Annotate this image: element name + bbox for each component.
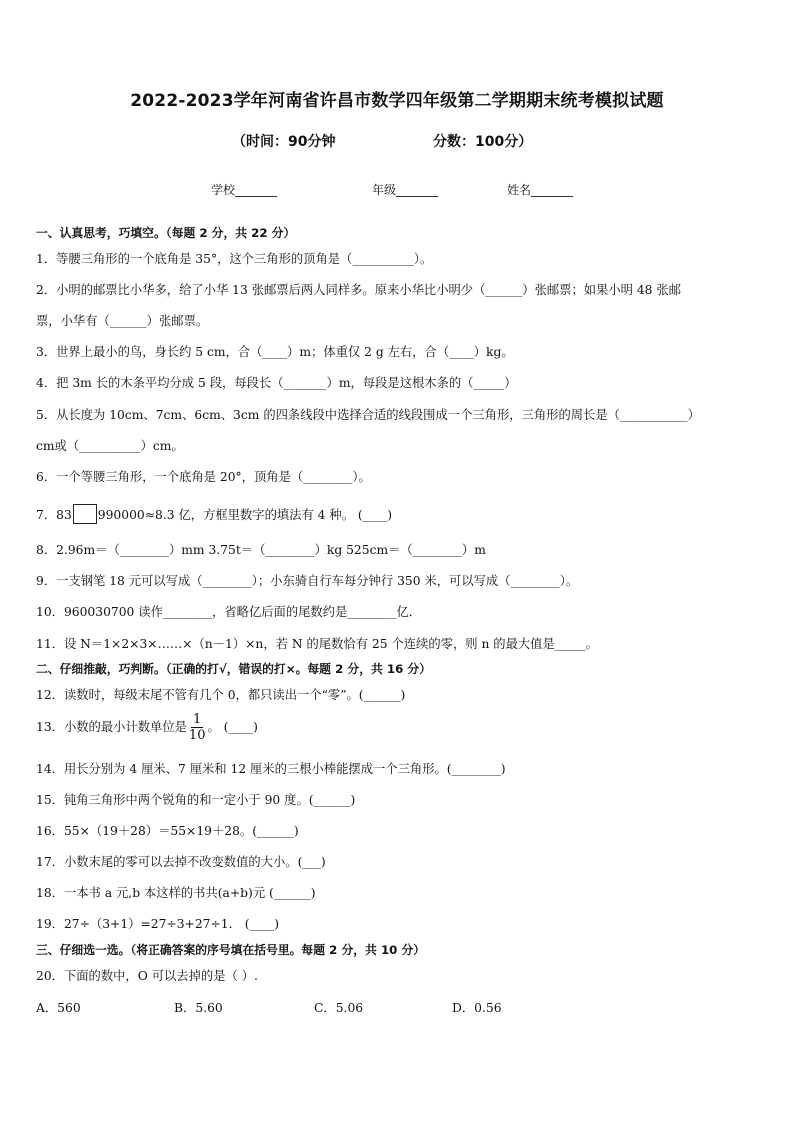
question-7-suffix: 990000≈8.3 亿，方框里数字的填法有 4 种。 (____) — [97, 508, 393, 522]
question-7 — [36, 504, 392, 524]
question-16: 16．55×（19＋28）＝55×19＋28。(______) — [36, 824, 299, 838]
exam-score: 分数：100分） — [432, 134, 533, 150]
fraction — [189, 712, 206, 743]
option-c: C．5.06 — [314, 1001, 364, 1015]
exam-time: （时间：90分钟 — [232, 134, 336, 150]
question-4: 4．把 3m 长的木条平均分成 5 段，每段长（_______）m，每段是这根木条的（_____） — [36, 376, 517, 390]
school-field: 学校_______ — [211, 183, 278, 197]
question-2: 2．小明的邮票比小华多，给了小华 13 张邮票后两人同样多。原来小华比小明少（______）张邮票；如果小明 48 张邮 — [36, 283, 682, 297]
exam-meta — [232, 131, 532, 151]
option-d: D．0.56 — [452, 1001, 502, 1015]
question-3: 3．世界上最小的鸟，身长约 5 cm，合（____）m；体重仅 2 g 左右，合（____）kg。 — [36, 345, 514, 359]
grade-field: 年级_______ — [372, 183, 439, 197]
question-9: 9．一支钢笔 18 元可以写成（________）；小东骑自行车每分钟行 350 米，可以写成（________）。 — [36, 574, 579, 588]
question-1: 1．等腰三角形的一个底角是 35°，这个三角形的顶角是（__________）。 — [36, 252, 433, 266]
question-13-suffix: 。 (____) — [207, 720, 258, 734]
answer-box — [73, 504, 97, 524]
student-info-row — [0, 181, 794, 201]
question-14: 14．用长分别为 4 厘米、7 厘米和 12 厘米的三根小棒能摆成一个三角形。(________) — [36, 762, 506, 776]
question-6: 6．一个等腰三角形，一个底角是 20°，顶角是（________）。 — [36, 470, 371, 484]
question-11: 11．设 N＝1×2×3×……×（n－1）×n，若 N 的尾数恰有 25 个连续的零，则 n 的最大值是_____。 — [36, 637, 598, 651]
question-15: 15．钝角三角形中两个锐角的和一定小于 90 度。(______) — [36, 793, 356, 807]
question-19: 19．27÷（3+1）=27÷3+27÷1． (____) — [36, 917, 279, 931]
question-5: 5．从长度为 10cm、7cm、6cm、3cm 的四条线段中选择合适的线段围成一个三角形，三角形的周长是（___________） — [36, 408, 700, 422]
section-heading-1: 一、认真思考，巧填空。（每题 2 分，共 22 分） — [36, 226, 296, 240]
question-12: 12．读数时，每级末尾不管有几个 0，都只读出一个“零”。(______) — [36, 688, 406, 702]
page-title: 2022-2023学年河南省许昌市数学四年级第二学期期末统考模拟试题 — [130, 91, 664, 111]
question-5-cont: cm或（__________）cm。 — [36, 439, 184, 453]
question-17: 17．小数末尾的零可以去掉不改变数值的大小。(___) — [36, 855, 326, 869]
question-13-prefix: 13．小数的最小计数单位是 — [36, 720, 187, 734]
question-8: 8．2.96m＝（________）mm 3.75t＝（________）kg 525cm＝（________）m — [36, 543, 486, 557]
section-heading-2: 二、仔细推敲，巧判断。（正确的打√，错误的打×。每题 2 分，共 16 分） — [36, 662, 432, 676]
question-10: 10．960030700 读作________，省略亿后面的尾数约是________亿． — [36, 605, 422, 619]
question-2-cont: 票，小华有（______）张邮票。 — [36, 314, 209, 328]
question-18: 18．一本书 a 元,b 本这样的书共(a+b)元 (______) — [36, 886, 316, 900]
question-13 — [36, 712, 258, 743]
section-heading-3: 三、仔细选一选。（将正确答案的序号填在括号里。每题 2 分，共 10 分） — [36, 943, 426, 957]
fraction-denominator: 10 — [188, 728, 206, 743]
name-field: 姓名_______ — [507, 183, 574, 197]
fraction-numerator: 1 — [193, 712, 202, 727]
question-7-prefix: 7．83 — [36, 508, 72, 522]
option-a: A．560 — [36, 1001, 81, 1015]
question-20: 20．下面的数中，O 可以去掉的是（ ）. — [36, 969, 258, 983]
option-b: B．5.60 — [174, 1001, 223, 1015]
